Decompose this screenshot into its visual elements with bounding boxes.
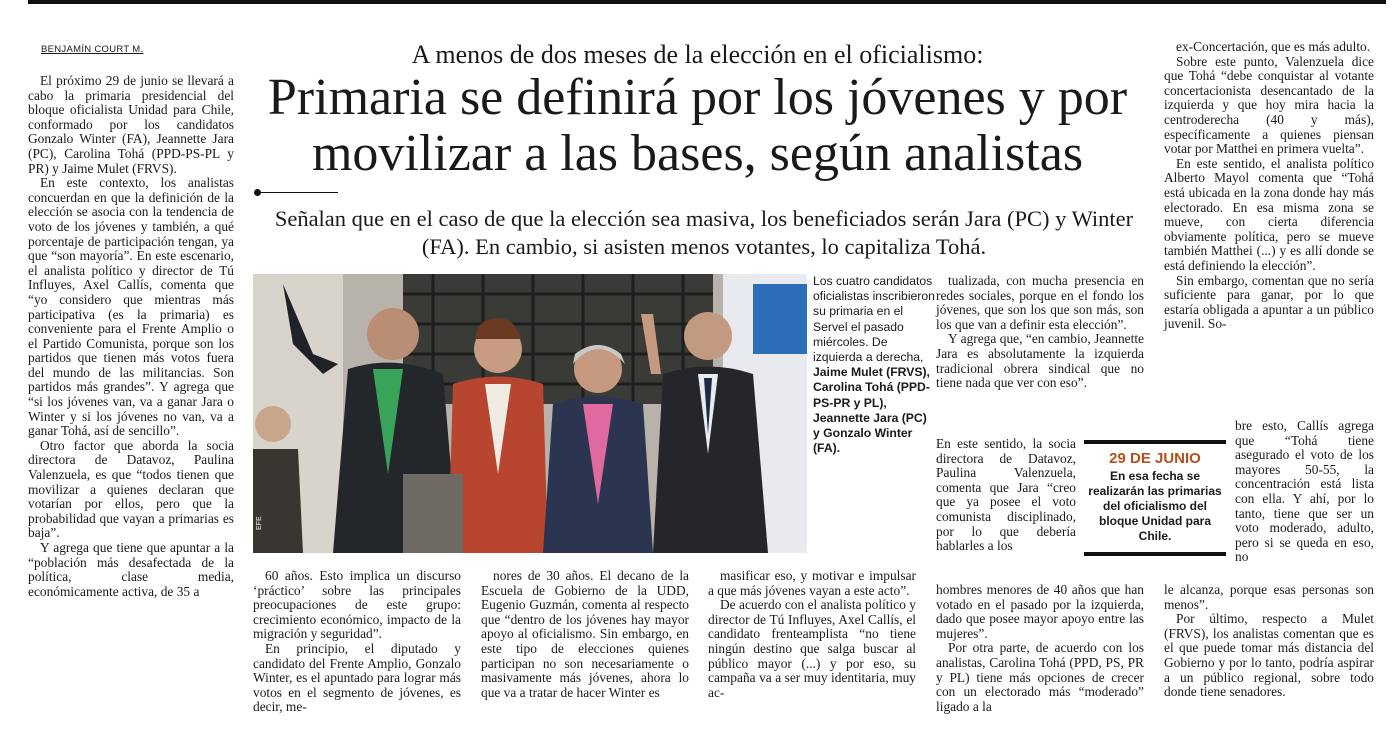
- column-6-bottom: [1164, 583, 1374, 700]
- paragraph: En este contexto, los analistas concuerdan en que la definición de la elección se asocia con la tendencia de voto de los jóvenes y también, a qué porcentaje de participación tengan, ya que “son mayoría”. En este escenario, el analista político y director de Tú Influyes, Axel Callís, comenta que “yo considero que mientras más participativa (es la primaria) es conveniente para el Frente Amplio o el Partido Comunista, porque son los partidos que tienen más votos fuera del mundo de las militancias. Son partidos más grandes”. Y agrega que “si los jóvenes van, va a ganar Jara o Winter y si los jóvenes no van, va a ganar Tohá, así de sencillo”.: [28, 175, 234, 439]
- paragraph: El próximo 29 de junio se llevará a cabo la primaria presidencial del bloque oficialista Unidad para Chile, conformado por los candidatos Gonzalo Winter (FA), Jeannette Jara (PC), Carolina Tohá (PPD-PS-PL y PR) y Jaime Mulet (FRVS).: [28, 73, 234, 176]
- paragraph: Sin embargo, comentan que no sería suficiente para ganar, por lo que estaría obligada a apuntar a un público juvenil. So-: [1164, 272, 1374, 332]
- kicker: A menos de dos meses de la elección en el oficialismo:: [411, 40, 984, 69]
- paragraph: 60 años. Esto implica un discurso ‘práctico’ sobre las principales preocupaciones de este grupo: crecimiento económico, impacto de la migración y seguridad”.: [253, 568, 461, 642]
- paragraph: hombres menores de 40 años que han votado en el pasado por la izquierda, dado que posee mayor apoyo entre las mujeres”.: [936, 582, 1144, 641]
- date-callout: [1084, 440, 1226, 556]
- photo-credit: EFE: [256, 516, 263, 530]
- paragraph: nores de 30 años. El decano de la Escuela de Gobierno de la UDD, Eugenio Guzmán, comenta al respecto que “dentro de los jóvenes hay mayor apoyo al oficialismo. Sin embargo, en este tipo de elecciones quienes participan no son necesariamente o masivamente más jóvenes, ahora lo que va a tratar de hacer Winter es: [481, 568, 689, 700]
- headline-rule: [258, 192, 338, 193]
- byline: BENJAMÍN COURT M.: [41, 44, 144, 55]
- column-5-bottom: [936, 583, 1144, 714]
- column-2: [253, 569, 461, 715]
- paragraph: Y agrega que, “en cambio, Jeannette Jara es absolutamente la izquierda tradicional obrera sindical que no tiene nada que ver con eso”.: [936, 331, 1144, 391]
- paragraph: Por último, respecto a Mulet (FRVS), los analistas comentan que es el que puede tomar más distancia del Gobierno y por lo tanto, podría aspirar a un público regional, sobre todo donde tiene senadores.: [1164, 611, 1374, 700]
- callout-text: En esa fecha se realizarán las primarias del oficialismo del bloque Unidad para Chile.: [1088, 469, 1222, 543]
- column-6-top: [1164, 40, 1374, 332]
- candidates-photo: [253, 274, 807, 553]
- column-3: [481, 569, 689, 700]
- paragraph: Por otra parte, de acuerdo con los analistas, Carolina Tohá (PPD, PS, PR y PL) tiene más opciones de crecer con un electorado más “moderado” ligado a la: [936, 640, 1144, 714]
- photo-caption-names: Jaime Mulet (FRVS), Carolina Tohá (PPD-PS-PR y PL), Jeannette Jara (PC) y Gonzalo Winter (FA).: [813, 365, 930, 456]
- photo-caption: [813, 274, 935, 456]
- callout-date: 29 DE JUNIO: [1109, 450, 1201, 467]
- paragraph: De acuerdo con el analista político y director de Tú Influyes, Axel Callís, el candidato frenteamplista “no tiene ningún destino que salga buscar al público mayor (...) y por eso, su campaña va a ser muy identitaria, muy ac-: [708, 597, 916, 700]
- headline: Primaria se definirá por los jóvenes y por movilizar a las bases, según analistas: [267, 69, 1128, 182]
- column-5-middle: [936, 437, 1076, 554]
- photo-caption-lead: Los cuatro candidatos oficialistas inscribieron su primaria en el Servel el pasado miércoles. De izquierda a derecha,: [813, 274, 935, 365]
- paragraph: En principio, el diputado y candidato del Frente Amplio, Gonzalo Winter, es el apuntado para lograr más votos en el segmento de jóvenes, es decir, me-: [253, 640, 461, 715]
- callout-bottom-bar: [1084, 552, 1226, 556]
- top-rule: [28, 0, 1386, 4]
- paragraph: le alcanza, porque esas personas son menos”.: [1164, 582, 1374, 612]
- deck-subtitle: Señalan que en el caso de que la elección sea masiva, los beneficiados serán Jara (PC) y Winter (FA). En cambio, si asisten menos votantes, lo capitaliza Tohá.: [274, 206, 1134, 259]
- paragraph: ex-Concertación, que es más adulto.: [1176, 39, 1371, 54]
- callout-top-bar: [1084, 440, 1226, 444]
- column-4: [708, 569, 916, 700]
- paragraph: masificar eso, y motivar e impulsar a que más jóvenes vayan a este acto”.: [708, 568, 916, 598]
- paragraph: bre esto, Callís agrega que “Tohá tiene asegurado el voto de los mayores 50-55, la concentración está lista con ella. Y ahí, por lo tanto, tiene que ser un voto moderado, adulto, pero si se queda en eso, no: [1235, 418, 1374, 565]
- column-1: [28, 74, 234, 599]
- paragraph: Otro factor que aborda la socia directora de Datavoz, Paulina Valenzuela, es que “todos tienen que movilizar a quienes declaran que votarían por ellos, pero que la probabilidad que vayan a primarias es baja”.: [28, 437, 234, 541]
- paragraph: tualizada, con mucha presencia en redes sociales, porque en el fondo los jóvenes, que son los que son más, son los que van a definir esta elección”.: [936, 273, 1144, 332]
- paragraph: En este sentido, la socia directora de Datavoz, Paulina Valenzuela, comenta que Jara “creo que ya posee el voto comunista disciplinado, por lo que debería hablarles a los: [936, 436, 1076, 554]
- paragraph: Y agrega que tiene que apuntar a la “población más desafectada de la política, clase media, económicamente activa, de 35 a: [28, 540, 234, 599]
- column-6-middle: [1235, 419, 1374, 565]
- paragraph: Sobre este punto, Valenzuela dice que Tohá “debe conquistar al votante concertacionista desencantado de la izquierda y que hoy mira hacia la centroderecha (40 y más), específicamente a quienes piensan votar por Matthei en primera vuelta”.: [1164, 53, 1374, 157]
- paragraph: En este sentido, el analista político Alberto Mayol comenta que “Tohá está ubicada en la zona donde hay más electorado. En esa misma zona se mueve, con cierta diferencia obviamente política, pero se mueve también Matthei (...) y es allí donde se está definiendo la elección”.: [1164, 155, 1374, 273]
- column-5-top: [936, 274, 1144, 391]
